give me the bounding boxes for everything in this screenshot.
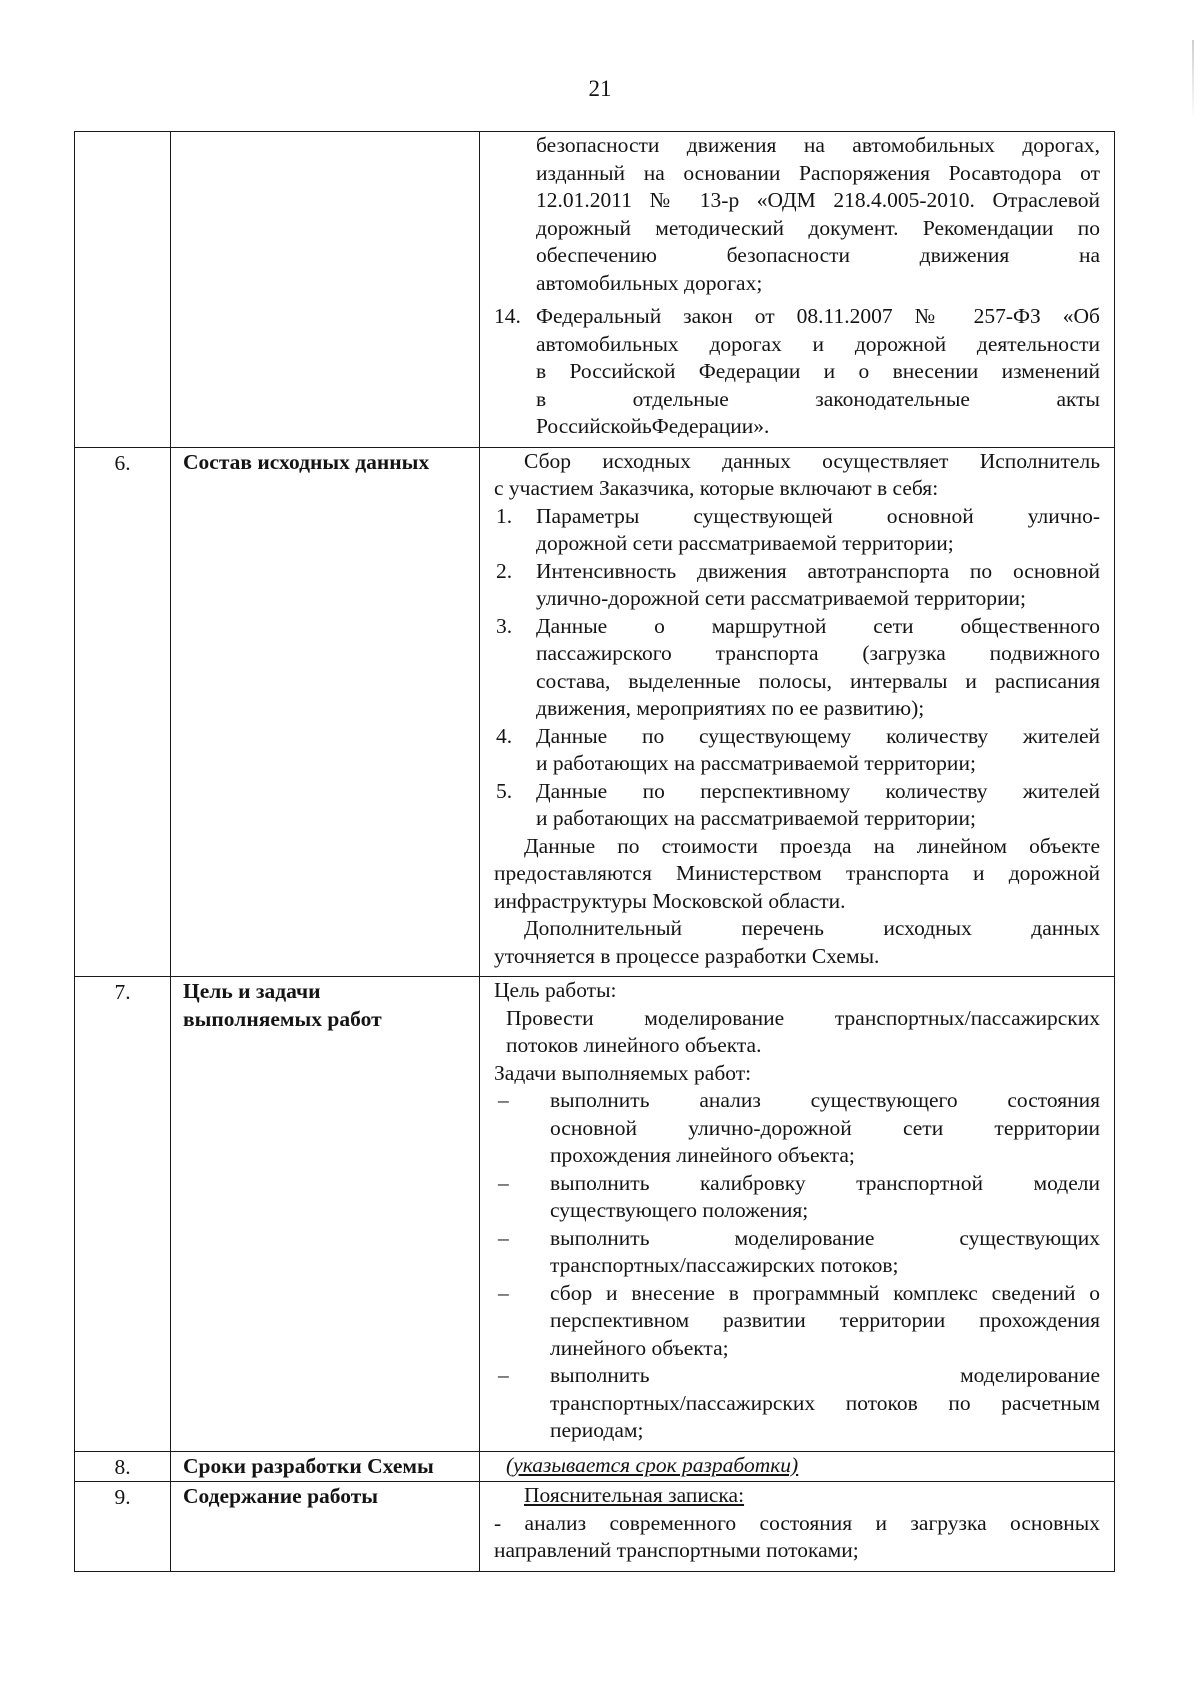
text-line: линейного объекта; xyxy=(550,1335,729,1360)
text-line: Провести моделирование транспортных/пассажирских xyxy=(506,1005,1100,1030)
text-line: выполняемых работ xyxy=(183,1006,382,1031)
text-line: направлений транспортными потоками; xyxy=(494,1538,859,1562)
list-item xyxy=(494,1225,1100,1280)
text-line: потоков линейного объекта. xyxy=(506,1033,762,1057)
text-line: автомобильных дорогах и дорожной деятельности xyxy=(536,331,1100,356)
list-marker: 3. xyxy=(496,613,513,638)
text-line: и работающих на рассматриваемой территории; xyxy=(536,751,976,775)
list-marker: 5. xyxy=(496,778,513,803)
text-line: обеспечению безопасности движения на xyxy=(536,243,1100,267)
row-content-cell xyxy=(480,977,1115,1452)
text-line: предоставляются Министерством транспорта и дорожной xyxy=(494,861,1100,885)
text-line: и работающих на рассматриваемой территории; xyxy=(536,806,976,830)
text-line: в Российской Федерации и о внесении изменений xyxy=(536,359,1100,383)
list-marker: 4. xyxy=(496,723,513,748)
text-line: изданный на основании Распоряжения Росавтодора от xyxy=(536,160,1100,185)
text-line: выполнить анализ существующего состояния xyxy=(550,1088,1100,1112)
text-line: Данные по перспективному количеству жителей xyxy=(536,778,1100,803)
text-line: Сбор исходных данных осуществляет Исполнитель xyxy=(524,448,1100,473)
tasks-label: Задачи выполняемых работ: xyxy=(494,1060,752,1085)
page-number: 21 xyxy=(588,76,612,101)
list-item xyxy=(494,1087,1100,1170)
text-line: выполнить моделирование xyxy=(550,1363,1100,1387)
text-line: уточняется в процессе разработки Схемы. xyxy=(494,943,880,968)
list-marker: 14. xyxy=(494,304,521,328)
text-line: в отдельные законодательные акты xyxy=(536,386,1100,411)
row-number-cell: 9. xyxy=(75,1482,171,1572)
dash-marker: – xyxy=(498,1225,509,1250)
text-line: основной улично-дорожной сети территории xyxy=(550,1115,1100,1140)
row-name-cell xyxy=(171,132,480,448)
list-item xyxy=(494,723,1100,778)
text-line: - анализ современного состояния и загрузка основных xyxy=(494,1510,1100,1535)
row-name-cell: Сроки разработки Схемы xyxy=(171,1451,480,1482)
specification-table xyxy=(74,131,1115,1572)
text-line: движения, мероприятиях по ее развитию); xyxy=(536,696,925,720)
text-line: транспортных/пассажирских потоков по расчетным xyxy=(550,1390,1100,1415)
text-line: автомобильных дорогах; xyxy=(536,270,763,295)
list-item xyxy=(494,1280,1100,1363)
list-item xyxy=(494,1170,1100,1225)
dash-marker: – xyxy=(498,1280,509,1305)
text-line: Дополнительный перечень исходных данных xyxy=(524,916,1100,940)
text-line: дорожной сети рассматриваемой территории; xyxy=(536,531,954,555)
list-item xyxy=(494,613,1100,723)
text-line: РоссийскойьФедерации». xyxy=(536,414,770,438)
list-item xyxy=(494,503,1100,558)
text-line: прохождения линейного объекта; xyxy=(550,1143,855,1167)
text-line: существующего положения; xyxy=(550,1198,809,1222)
table-row-6 xyxy=(75,447,1115,977)
table-row-9 xyxy=(75,1482,1115,1572)
table-row-8 xyxy=(75,1451,1115,1482)
row-name-cell: Содержание работы xyxy=(171,1482,480,1572)
table-row-continuation xyxy=(75,132,1115,448)
row-number-cell: 6. xyxy=(75,447,171,977)
row-name-cell xyxy=(171,977,480,1452)
goal-label: Цель работы: xyxy=(494,978,617,1002)
list-marker: 1. xyxy=(496,503,513,528)
text-line: выполнить калибровку транспортной модели xyxy=(550,1170,1100,1195)
list-item-13-continuation xyxy=(494,132,1100,297)
table-row-7 xyxy=(75,977,1115,1452)
text-line: безопасности движения на автомобильных дорогах, xyxy=(536,133,1100,157)
text-line: Данные о маршрутной сети общественного xyxy=(536,613,1100,638)
list-item xyxy=(494,778,1100,833)
deadline-placeholder: (указывается срок разработки) xyxy=(506,1452,799,1477)
text-line: Федеральный закон от 08.11.2007 № 257-ФЗ «Об xyxy=(536,304,1100,328)
text-line: Данные по существующему количеству жителей xyxy=(536,723,1100,748)
text-line: состава, выделенные полосы, интервалы и расписания xyxy=(536,668,1100,693)
text-line: Интенсивность движения автотранспорта по основной xyxy=(536,558,1100,583)
row-content-cell xyxy=(480,1482,1115,1572)
text-line: пассажирского транспорта (загрузка подвижного xyxy=(536,641,1100,665)
row-number-cell xyxy=(75,132,171,448)
list-item xyxy=(494,558,1100,613)
row-name-cell: Состав исходных данных xyxy=(171,447,480,977)
text-line: Цель и задачи xyxy=(183,979,321,1003)
dash-marker: – xyxy=(498,1363,509,1387)
row-content-cell xyxy=(480,447,1115,977)
text-line: сбор и внесение в программный комплекс сведений о xyxy=(550,1280,1100,1305)
text-line: с участием Заказчика, которые включают в себя: xyxy=(494,476,939,500)
text-line: транспортных/пассажирских потоков; xyxy=(550,1253,899,1277)
row-number-cell: 7. xyxy=(75,977,171,1452)
text-line: улично-дорожной сети рассматриваемой территории; xyxy=(536,586,1027,610)
dash-marker: – xyxy=(498,1170,509,1195)
text-line: дорожный методический документ. Рекомендации по xyxy=(536,215,1100,240)
list-item-14 xyxy=(494,303,1100,441)
row-content-cell xyxy=(480,132,1115,448)
text-line: 12.01.2011 № 13-р «ОДМ 218.4.005-2010. Отраслевой xyxy=(536,188,1100,212)
row-number-cell: 8. xyxy=(75,1451,171,1482)
dash-marker: – xyxy=(498,1088,509,1112)
list-marker: 2. xyxy=(496,558,513,583)
text-line: выполнить моделирование существующих xyxy=(550,1225,1100,1250)
section-heading: Пояснительная записка: xyxy=(524,1483,745,1507)
text-line: Параметры существующей основной улично- xyxy=(536,503,1100,528)
text-line: перспективном развитии территории прохождения xyxy=(550,1308,1100,1332)
list-marker xyxy=(494,132,536,297)
list-item xyxy=(494,1362,1100,1445)
row-content-cell xyxy=(480,1451,1115,1482)
text-line: инфраструктуры Московской области. xyxy=(494,888,846,913)
text-line: Данные по стоимости проезда на линейном объекте xyxy=(524,833,1100,858)
text-line: периодам; xyxy=(550,1418,644,1442)
